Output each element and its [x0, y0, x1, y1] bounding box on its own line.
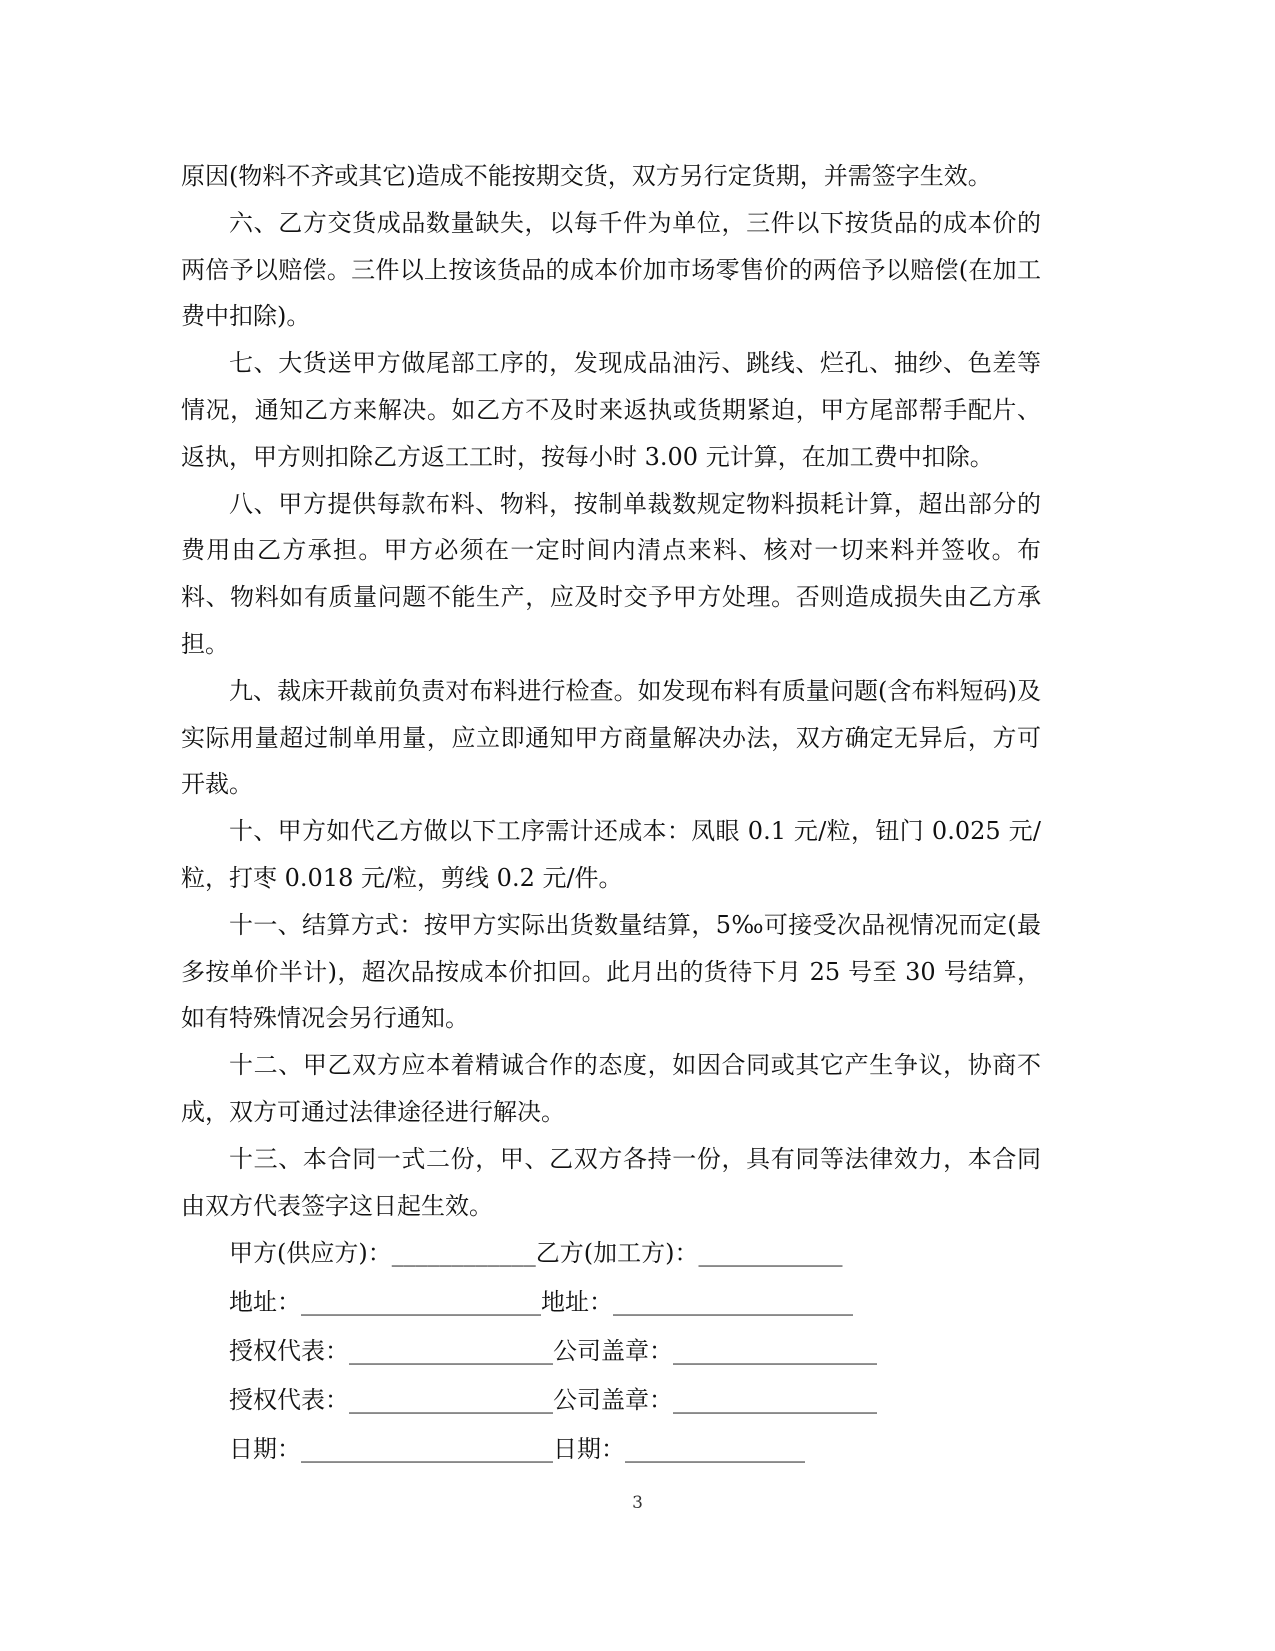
page-number: 3 — [632, 1493, 643, 1513]
clause-6: 六、乙方交货成品数量缺失，以每千件为单位，三件以下按货品的成本价的两倍予以赔偿。三件以上按该货品的成本价加市场零售价的两倍予以赔偿(在加工费中扣除)。 — [181, 208, 1041, 331]
contract-body — [181, 153, 1041, 1474]
signature-line-date: 日期：_____________________日期：_______________ — [229, 1435, 805, 1464]
signature-line-address: 地址：____________________地址：____________________ — [229, 1288, 853, 1317]
clause-7: 七、大货送甲方做尾部工序的，发现成品油污、跳线、烂孔、抽纱、色差等情况，通知乙方来解决。如乙方不及时来返执或货期紧迫，甲方尾部帮手配片、返执，甲方则扣除乙方返工工时，按每小时 3.00 元计算，在加工费中扣除。 — [181, 349, 1041, 471]
signature-line-representative: 授权代表：_________________公司盖章：_________________ — [229, 1337, 877, 1366]
clause-12: 十二、甲乙双方应本着精诚合作的态度，如因合同或其它产生争议，协商不成，双方可通过法律途径进行解决。 — [181, 1051, 1041, 1126]
clause-11: 十一、结算方式：按甲方实际出货数量结算，5‰可接受次品视情况而定(最多按单价半计)，超次品按成本价扣回。此月出的货待下月 25 号至 30 号结算，如有特殊情况会另行通知。 — [181, 910, 1041, 1033]
signature-line-representative: 授权代表：_________________公司盖章：_________________ — [229, 1386, 877, 1415]
clause-9: 九、裁床开裁前负责对布料进行检查。如发现布料有质量问题(含布料短码)及实际用量超过制单用量，应立即通知甲方商量解决办法，双方确定无异后，方可开裁。 — [181, 676, 1041, 799]
clause-10: 十、甲方如代乙方做以下工序需计还成本：凤眼 0.1 元/粒，钮门 0.025 元/粒，打枣 0.018 元/粒，剪线 0.2 元/件。 — [181, 817, 1041, 892]
clause-13: 十三、本合同一式二份，甲、乙双方各持一份，具有同等法律效力，本合同由双方代表签字这日起生效。 — [181, 1144, 1041, 1220]
signature-line-parties: 甲方(供应方)：____________乙方(加工方)：____________ — [229, 1239, 843, 1268]
paragraph-continuation: 原因(物料不齐或其它)造成不能按期交货，双方另行定货期，并需签字生效。 — [181, 162, 992, 190]
clause-8: 八、甲方提供每款布料、物料，按制单裁数规定物料损耗计算，超出部分的费用由乙方承担。甲方必须在一定时间内清点来料、核对一切来料并签收。布料、物料如有质量问题不能生产，应及时交予甲方处理。否则造成损失由乙方承担。 — [181, 489, 1041, 658]
signature-block — [181, 1229, 1041, 1474]
